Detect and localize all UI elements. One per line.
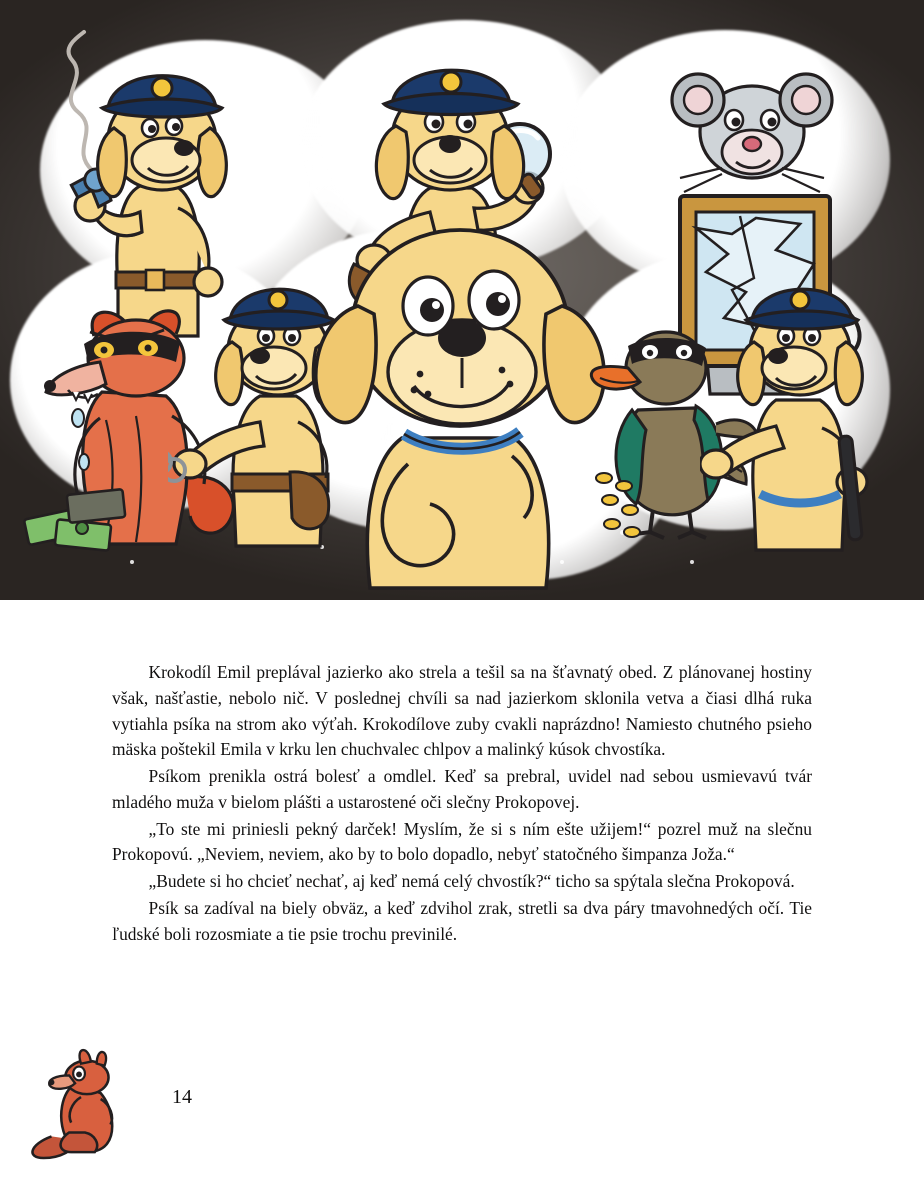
paragraph: Psíkom prenikla ostrá bolesť a omdlel. Keď sa prebral, uvidel nad sebou usmievavú tvár mladého muža v bielom plášti a ustarostené oči slečny Prokopovej. xyxy=(112,766,812,812)
paragraph: „To ste mi priniesli pekný darček! Myslím, že si s ním ešte užijem!“ pozrel muž na slečnu Prokopovú. „Neviem, neviem, ako by to bolo dopadlo, nebyť statočného šimpanza Joža.“ xyxy=(112,818,812,865)
dust-speck xyxy=(130,560,134,564)
paragraph: Psík sa zadíval na biely obväz, a keď zdvihol zrak, stretli sa dva páry tmavohnedých očí. Tie ľudské boli rozosmiate a tie psie trochu previnilé. xyxy=(112,897,812,944)
corner-kangaroo-decoration xyxy=(22,1042,140,1160)
stolen-money xyxy=(20,486,160,556)
big-dog-center xyxy=(296,188,626,598)
body-text xyxy=(112,660,812,948)
paragraph: „Budete si ho chcieť nechať, aj keď nemá celý chvostík?“ ticho sa spýtala slečna Prokopová. xyxy=(148,871,795,892)
falling-coins xyxy=(586,470,656,550)
paragraph: Krokodíl Emil preplával jazierko ako strela a tešil sa na šťavnatý obed. Z plánovanej hostiny však, našťastie, nebolo nič. V poslednej chvíli sa nad jazierkom sklonila vetva a čiasi dlhá ruka vytiahla psíka na strom ako výťah. Krokodílove zuby cvakli naprázdno! Namiesto chutného psieho mäska poštekil Emila v krku len chuchvalec chlpov a malinký kúsok chvostíka. xyxy=(112,662,812,760)
dog-with-baton xyxy=(700,250,920,560)
page-number: 14 xyxy=(172,1086,192,1108)
dust-speck xyxy=(690,560,694,564)
